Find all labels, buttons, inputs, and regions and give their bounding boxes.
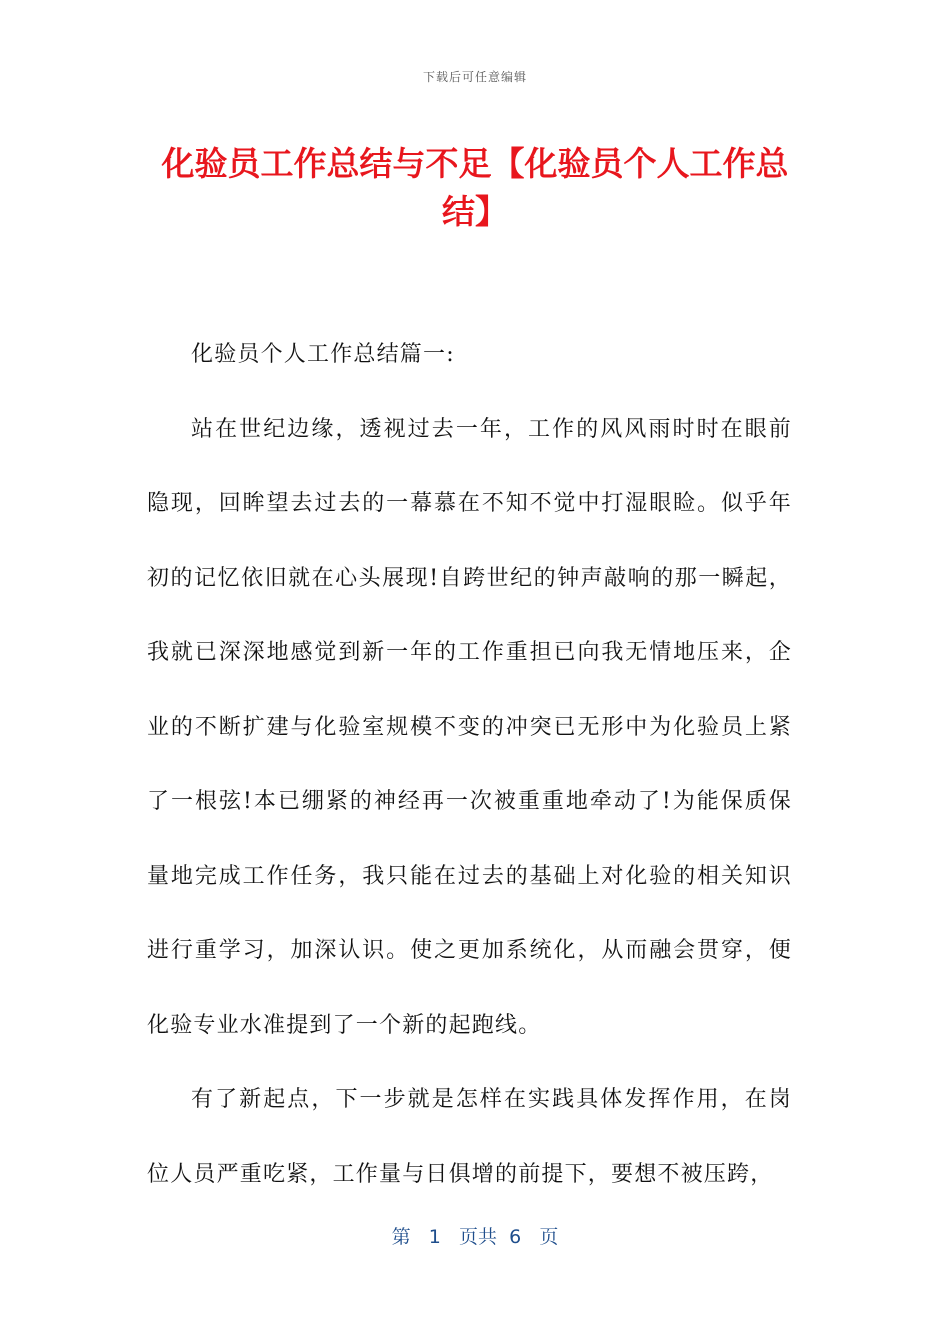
section-heading: 化验员个人工作总结篇一: [191,342,455,367]
document-title: 化验员工作总结与不足【化验员个人工作总结】 [161,144,789,231]
page-current-number: 1 [428,1226,441,1248]
header-note: 下载后可任意编辑 [422,70,527,84]
page-label-middle: 页共 [459,1226,498,1248]
page-label-prefix: 第 [391,1226,411,1248]
page-total-number: 6 [509,1226,522,1248]
page-label-suffix: 页 [539,1226,559,1248]
body-paragraph: 站在世纪边缘，透视过去一年，工作的风风雨时时在眼前隐现，回眸望去过去的一幕慕在不知不觉中打湿眼睑。似乎年初的记忆依旧就在心头展现!自跨世纪的钟声敲响的那一瞬起，我就已深深地感觉到新一年的工作重担已向我无情地压来，企业的不断扩建与化验室规模不变的冲突已无形中为化验员上紧了一根弦!本已绷紧的神经再一次被重重地牵动了!为能保质保量地完成工作任务，我只能在过去的基础上对化验的相关知识进行重学习，加深认识。使之更加系统化，从而融会贯穿，便化验专业水准提到了一个新的起跑线。 [147,416,792,1038]
page-footer [0,1222,950,1249]
body-paragraph: 有了新起点，下一步就是怎样在实践具体发挥作用，在岗位人员严重吃紧，工作量与日俱增的前提下，要想不被压跨， [147,1087,792,1187]
document-body [147,318,792,1212]
